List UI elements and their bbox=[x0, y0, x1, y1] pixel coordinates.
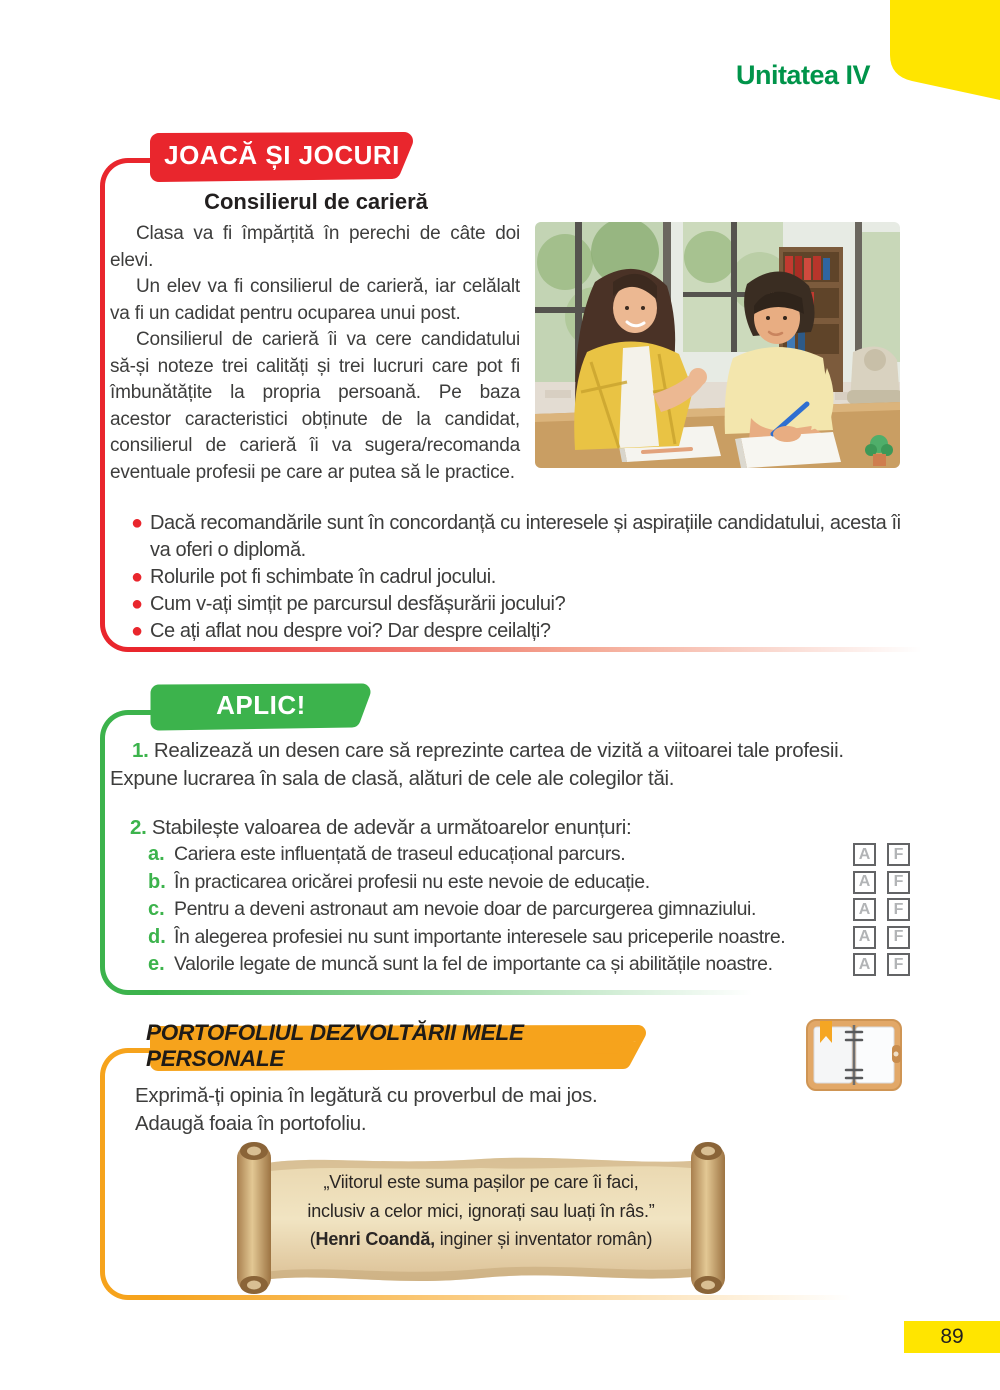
bullet-text: Ce ați aflat nou despre voi? Dar despre ceilalți? bbox=[150, 620, 551, 642]
paragraph: Un elev va fi consilierul de carieră, iar celălalt va fi un cadidat pentru ocuparea unui post. bbox=[110, 276, 520, 324]
portfolio-instructions bbox=[135, 1082, 597, 1138]
exercise-text: Stabilește valoarea de adevăr a următoarelor enunțuri: bbox=[146, 816, 632, 839]
true-false-statements bbox=[148, 843, 910, 981]
portfolio-section-banner bbox=[146, 1020, 651, 1074]
list-item bbox=[131, 618, 917, 645]
statement-text: Cariera este influențată de traseul educațional parcurs. bbox=[174, 843, 626, 865]
answer-box-false[interactable]: F bbox=[887, 953, 910, 976]
list-item bbox=[131, 591, 917, 618]
unit-corner-tab bbox=[884, 0, 1000, 100]
exercise-2 bbox=[110, 814, 910, 842]
activity-description bbox=[110, 221, 520, 486]
activity-notes-list bbox=[131, 510, 917, 645]
answer-box-true[interactable]: A bbox=[853, 898, 876, 921]
exercise-1 bbox=[110, 737, 910, 792]
page-number: 89 bbox=[940, 1325, 964, 1348]
list-item bbox=[131, 564, 917, 591]
quote-line: „Viitorul este suma pașilor pe care îi faci, bbox=[323, 1172, 639, 1192]
bullet-icon: ● bbox=[131, 512, 143, 534]
quote-author-name: Henri Coandă, bbox=[315, 1229, 435, 1249]
answer-box-false[interactable]: F bbox=[887, 926, 910, 949]
apply-section-border-fade bbox=[152, 990, 752, 995]
statement-row bbox=[148, 898, 910, 921]
play-banner-label: JOACĂ ȘI JOCURI bbox=[164, 139, 400, 170]
statement-letter: e. bbox=[148, 953, 165, 975]
page-number-badge bbox=[904, 1321, 1000, 1353]
bullet-text: Cum v-ați simțit pe parcursul desfășurării jocului? bbox=[150, 593, 566, 615]
statement-row bbox=[148, 953, 910, 976]
statement-text: Valorile legate de muncă sunt la fel de importante ca și abilitățile noastre. bbox=[174, 953, 773, 975]
answer-boxes bbox=[853, 926, 910, 949]
statement-letter: b. bbox=[148, 870, 166, 893]
exercise-text: Realizează un desen care să reprezinte cartea de vizită a viitoarei tale profesii. Expune lucrarea în sala de clasă, alături de cele ale colegilor tăi. bbox=[110, 739, 844, 790]
organizer-notebook-icon bbox=[806, 1019, 902, 1091]
unit-title: Unitatea IV bbox=[735, 60, 870, 90]
answer-box-false[interactable]: F bbox=[887, 898, 910, 921]
statement-letter: c. bbox=[148, 898, 165, 920]
exercise-number: 2. bbox=[130, 816, 147, 839]
answer-boxes bbox=[853, 953, 910, 976]
answer-box-false[interactable]: F bbox=[887, 843, 910, 866]
statement-letter: a. bbox=[148, 843, 165, 865]
yellow-tab-shape bbox=[884, 0, 1000, 100]
bullet-icon: ● bbox=[131, 593, 143, 615]
statement-text: Pentru a deveni astronaut am nevoie doar de parcurgerea gimnaziului. bbox=[174, 898, 757, 920]
play-section-border-fade bbox=[152, 647, 922, 652]
bullet-text: Dacă recomandările sunt în concordanță cu interesele și aspirațiile candidatului, acesta îi va oferi o diplomă. bbox=[150, 512, 901, 561]
statement-row bbox=[148, 871, 910, 894]
answer-box-true[interactable]: A bbox=[853, 871, 876, 894]
paragraph: Consilierul de carieră îi va cere candidatului să-și noteze trei calități și trei lucruri care pot fi îmbunătățite la propria persoană. Pe baza acestor caracteristici obținute de la candidat, consilierul de carieră îi va sugera/recomanda eventuale profesii pe care ar putea să le practice. bbox=[110, 329, 520, 483]
paragraph: Clasa va fi împărțită în perechi de câte doi elevi. bbox=[110, 223, 520, 271]
statement-text: În practicarea oricărei profesii nu este nevoie de educație. bbox=[174, 870, 650, 893]
answer-box-true[interactable]: A bbox=[853, 843, 876, 866]
statement-letter: d. bbox=[148, 925, 166, 948]
quote-line: inclusiv a celor mici, ignorați sau luați în râs.” bbox=[307, 1200, 655, 1221]
bullet-icon: ● bbox=[131, 566, 143, 588]
answer-box-false[interactable]: F bbox=[887, 871, 910, 894]
quote-author: (Henri Coandă, inginer și inventator român) bbox=[309, 1229, 653, 1249]
instruction-line: Exprimă-ți opinia în legătură cu proverbul de mai jos. bbox=[135, 1084, 598, 1107]
apply-section-banner bbox=[146, 682, 376, 732]
exercise-number: 1. bbox=[132, 739, 149, 762]
activity-title: Consilierul de carieră bbox=[204, 189, 428, 214]
answer-box-true[interactable]: A bbox=[853, 926, 876, 949]
play-section-banner bbox=[146, 131, 418, 183]
apply-banner-label: APLIC! bbox=[216, 689, 306, 720]
students-photo bbox=[535, 222, 900, 468]
statement-text: În alegerea profesiei nu sunt importante interesele sau priceperile noastre. bbox=[174, 925, 786, 948]
quote-text bbox=[263, 1168, 699, 1254]
bullet-text: Rolurile pot fi schimbate în cadrul jocului. bbox=[150, 566, 496, 588]
instruction-line: Adaugă foaia în portofoliu. bbox=[135, 1112, 367, 1135]
answer-boxes bbox=[853, 843, 910, 866]
statement-row bbox=[148, 926, 910, 949]
statement-row bbox=[148, 843, 910, 866]
bullet-icon: ● bbox=[131, 620, 143, 642]
answer-box-true[interactable]: A bbox=[853, 953, 876, 976]
portfolio-banner-label: PORTOFOLIUL DEZVOLTĂRII MELE PERSONALE bbox=[146, 1020, 524, 1071]
list-item bbox=[131, 510, 917, 564]
answer-boxes bbox=[853, 898, 910, 921]
answer-boxes bbox=[853, 871, 910, 894]
quote-scroll bbox=[225, 1138, 737, 1298]
